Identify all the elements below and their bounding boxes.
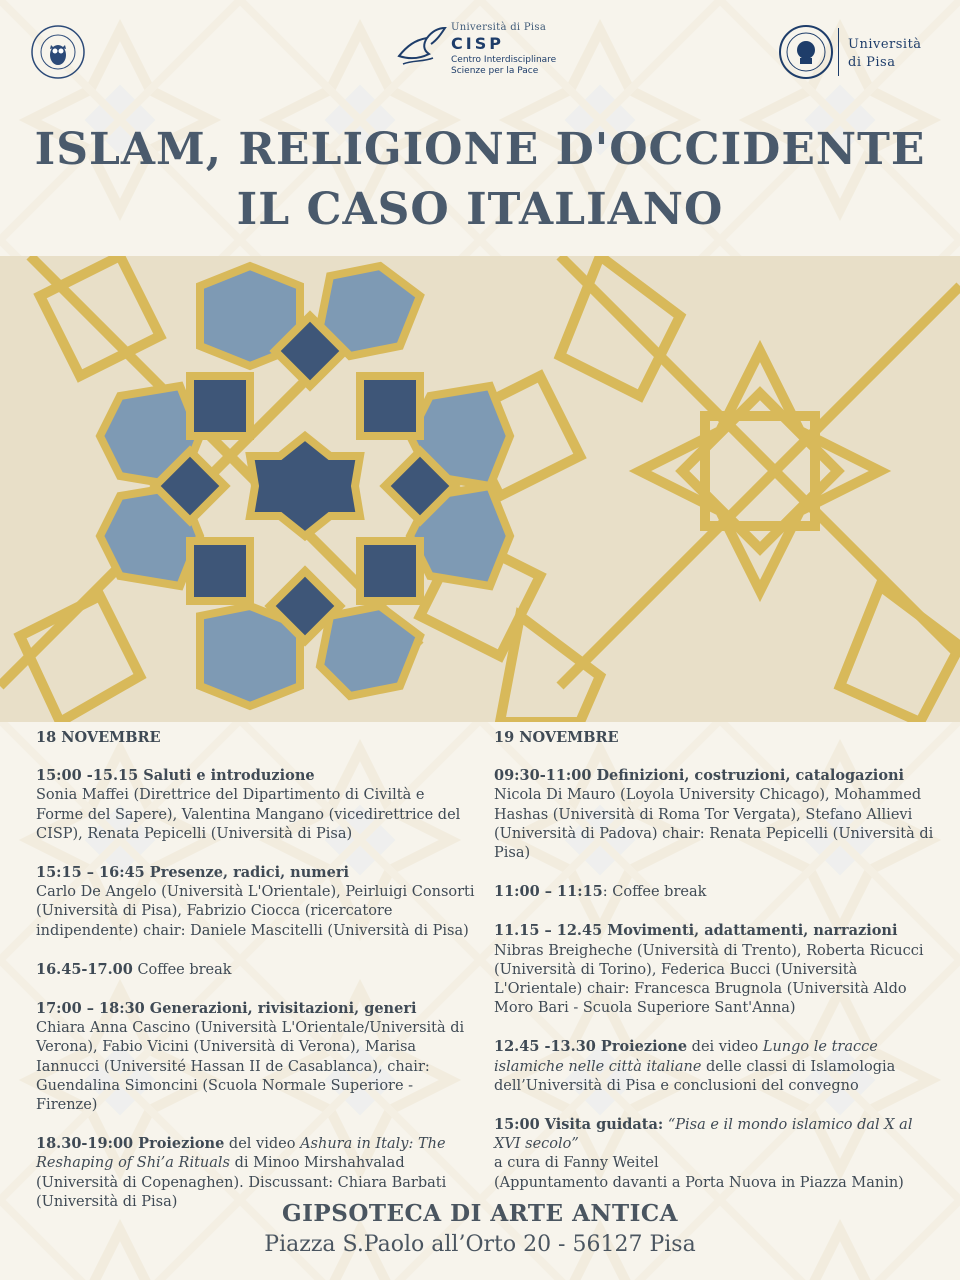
session-title: 15:00 -15.15 Saluti e introduzione: [36, 767, 315, 785]
seal-icon: [778, 24, 834, 80]
projection-pre: dei video: [691, 1039, 759, 1056]
tour-theme: “Pisa e il mondo islamico dal X al XVI secolo”: [494, 1117, 913, 1153]
day-1-session-1: [36, 766, 476, 844]
day-1-coffee-break: [36, 960, 476, 980]
tour-guide: a cura di Fanny Weitel: [494, 1155, 659, 1172]
break-label: Coffee break: [137, 961, 232, 978]
logo-bar: [0, 0, 960, 110]
session-title: 17:00 – 18:30 Generazioni, rivisitazioni, generi: [36, 1000, 417, 1018]
session-title: 09:30-11:00 Definizioni, costruzioni, catalogazioni: [494, 767, 905, 785]
geometric-pattern-image: [0, 256, 960, 722]
projection-details: delle classi di Islamologia dell’Università di Pisa e conclusioni del convegno: [494, 1058, 896, 1094]
day-2-date: 19 NOVEMBRE: [494, 729, 619, 746]
session-speakers: Chiara Anna Cascino (Università L'Orientale/Università di Verona), Fabio Vicini (Università di Verona), Marisa Iannucci (Université Hassan II de Casablanca), chair: Guendalina Simoncini (Scuola Normale Superiore - Firenze): [36, 1020, 465, 1114]
day-2-guided-tour: [494, 1115, 940, 1193]
venue-address: Piazza S.Paolo all’Orto 20 - 56127 Pisa: [264, 1232, 696, 1257]
session-title: 15:15 – 16:45 Presenze, radici, numeri: [36, 864, 349, 882]
dove-icon: [393, 20, 449, 76]
day-1-session-2: [36, 863, 476, 941]
title-line-1: ISLAM, RELIGIONE D'OCCIDENTE: [34, 124, 926, 175]
break-time: 11:00 – 11:15: [494, 883, 603, 901]
tour-meeting-point: (Appuntamento davanti a Porta Nuova in Piazza Manin): [494, 1174, 904, 1191]
session-title: 11.15 – 12.45 Movimenti, adattamenti, narrazioni: [494, 922, 898, 940]
session-speakers: Nicola Di Mauro (Loyola University Chicago), Mohammed Hashas (Università di Roma Tor Vergata), Stefano Allievi (Università di Padova) chair: Renata Pepicelli (Università di Pisa): [494, 787, 934, 862]
cisp-name: CISP: [451, 34, 504, 53]
session-speakers: Carlo De Angelo (Università L'Orientale), Peirluigi Consorti (Università di Pisa), Fabrizio Ciocca (ricercatore indipendente) chair: Daniele Mascitelli (Università di Pisa): [36, 884, 475, 939]
venue-name: GIPSOTECA DI ARTE ANTICA: [282, 1200, 678, 1227]
break-time: 16.45-17.00: [36, 960, 133, 978]
day-2-session-2: [494, 921, 940, 1018]
cisp-logo: [393, 18, 557, 78]
break-label: : Coffee break: [602, 884, 707, 901]
unipi-line-2: di Pisa: [848, 55, 896, 70]
projection-details: di Minoo Mirshahvalad (Università di Copenaghen). Discussant: Chiara Barbati (Università di Pisa): [36, 1155, 447, 1210]
day-1-date: 18 NOVEMBRE: [36, 729, 161, 746]
session-speakers: Sonia Maffei (Direttrice del Dipartimento di Civiltà e Forme del Sapere), Valentina Mangano (vicedirettrice del CISP), Renata Pepicelli (Università di Pisa): [36, 787, 461, 842]
day-1-session-3: [36, 999, 476, 1115]
projection-film-title: Lungo le tracce islamiche nelle città italiane: [494, 1039, 878, 1075]
poster-title: [0, 120, 960, 240]
projection-film-title: Ashura in Italy: The Reshaping of Shi’a Rituals: [36, 1136, 446, 1172]
day-2-coffee-break: [494, 882, 940, 902]
projection-title: 12.45 -13.30 Proiezione: [494, 1038, 688, 1056]
tour-title: 15:00 Visita guidata:: [494, 1116, 664, 1134]
cisp-university: Università di Pisa: [451, 22, 547, 33]
session-speakers: Nibras Breigheche (Università di Trento), Roberta Ricucci (Università di Torino), Federica Bucci (Università L'Orientale) chair: Francesca Brugnola (Università Aldo Moro Bari - Scuola Superiore Sant'Anna): [494, 942, 924, 1017]
day-2-projection: [494, 1037, 940, 1096]
department-logo: [30, 24, 86, 80]
day-1-column: [36, 728, 476, 1231]
title-line-2: IL CASO ITALIANO: [236, 184, 724, 235]
day-2-session-1: [494, 766, 940, 863]
day-2-column: [494, 728, 940, 1212]
cisp-subtitle-2: Scienze per la Pace: [451, 66, 539, 76]
projection-title: 18.30-19:00 Proiezione: [36, 1135, 225, 1153]
unipi-line-1: Università: [848, 37, 922, 52]
unipi-logo: [778, 24, 938, 80]
projection-pre: del video: [228, 1136, 296, 1153]
cisp-subtitle-1: Centro Interdisciplinare: [451, 55, 557, 65]
